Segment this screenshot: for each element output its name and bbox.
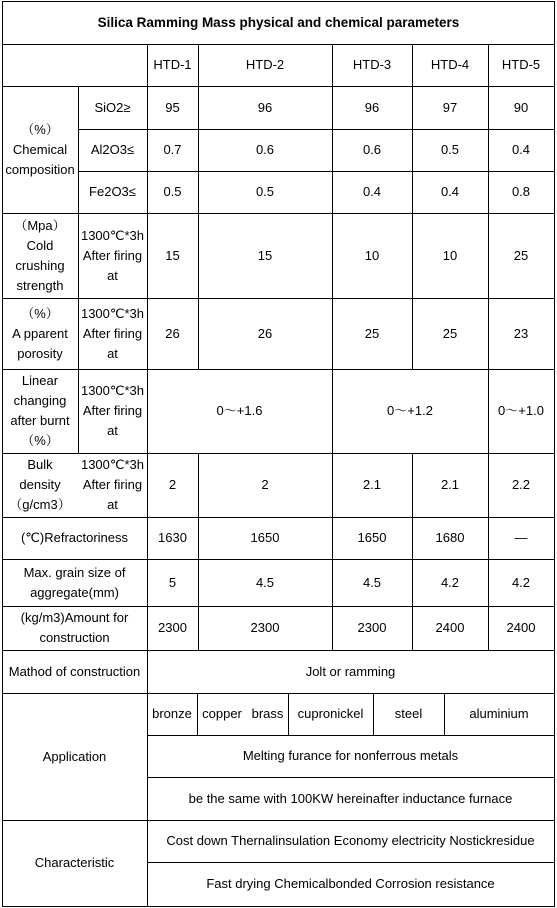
sio2-htd5: 90 xyxy=(513,99,529,115)
refractoriness-label: (℃)Refractoriness xyxy=(20,530,129,545)
method-value: Jolt or ramming xyxy=(305,663,396,679)
sio2-htd3: 96 xyxy=(364,99,380,115)
metal-steel: steel xyxy=(394,706,423,721)
porosity-htd2: 26 xyxy=(257,325,273,341)
density-htd3: 2.1 xyxy=(362,477,382,492)
metal-aluminium: aluminium xyxy=(469,706,529,721)
amount-htd4: 2400 xyxy=(435,620,465,635)
al2o3-htd4: 0.5 xyxy=(440,142,460,157)
linear-label: Linear changing after burnt （%） xyxy=(10,373,70,448)
crushing-label: （Mpa） Cold crushing strength xyxy=(14,217,66,293)
porosity-htd1: 26 xyxy=(165,325,180,341)
crushing-htd2: 15 xyxy=(257,247,273,263)
crushing-htd3: 10 xyxy=(364,247,380,263)
grain-htd2: 4.5 xyxy=(255,574,275,590)
method-label: Mathod of construction xyxy=(8,663,141,679)
col-header-htd1: HTD-1 xyxy=(153,57,192,72)
density-label: Bulk density （g/cm3） xyxy=(9,457,71,512)
col-header-htd4: HTD-4 xyxy=(430,57,470,72)
density-htd1: 2 xyxy=(168,477,177,492)
linear-htd1-2: 0～+1.6 xyxy=(216,403,263,418)
linear-condition: 1300℃*3h After firing at xyxy=(80,383,145,438)
refractoriness-htd1: 1630 xyxy=(158,530,187,545)
density-condition: 1300℃*3h After firing at xyxy=(80,457,145,512)
grain-htd5: 4.2 xyxy=(511,574,531,590)
linear-htd5: 0～+1.0 xyxy=(498,403,544,418)
fe2o3-htd4: 0.4 xyxy=(440,184,460,199)
metal-copper: copper xyxy=(202,706,242,721)
crushing-htd4: 10 xyxy=(442,247,458,263)
al2o3-htd3: 0.6 xyxy=(362,142,382,157)
fe2o3-label: Fe2O3≤ xyxy=(89,184,136,199)
application-line2: Melting furance for nonferrous metals xyxy=(242,748,459,763)
col-header-htd3: HTD-3 xyxy=(352,57,392,72)
al2o3-label: Al2O3≤ xyxy=(90,142,135,157)
linear-htd3-4: 0～+1.2 xyxy=(387,403,433,418)
grain-label: Max. grain size of aggregate(mm) xyxy=(23,564,126,600)
characteristic-line2: Fast drying Chemicalbonded Corrosion resistance xyxy=(206,876,495,891)
characteristic-label: Characteristic xyxy=(34,855,115,870)
amount-label: (kg/m3)Amount for construction xyxy=(20,610,129,645)
porosity-htd5: 23 xyxy=(513,325,529,341)
col-header-htd5: HTD-5 xyxy=(501,57,541,72)
col-header-htd2: HTD-2 xyxy=(245,57,285,72)
sio2-htd4: 97 xyxy=(442,99,458,115)
amount-htd5: 2400 xyxy=(506,620,536,635)
metal-bronze: bronze xyxy=(152,706,192,721)
fe2o3-htd5: 0.8 xyxy=(511,184,531,199)
application-line3: be the same with 100KW hereinafter inductance furnace xyxy=(188,790,513,806)
fe2o3-htd1: 0.5 xyxy=(163,184,182,199)
characteristic-line1: Cost down Thernalinsulation Economy electricity Nostickresidue xyxy=(166,833,535,848)
sio2-label: SiO2≥ xyxy=(94,99,131,115)
fe2o3-htd2: 0.5 xyxy=(255,184,275,199)
density-htd5: 2.2 xyxy=(511,477,531,492)
al2o3-htd1: 0.7 xyxy=(163,142,182,157)
refractoriness-htd2: 1650 xyxy=(250,530,280,545)
refractoriness-htd5: — xyxy=(514,530,528,545)
refractoriness-htd4: 1680 xyxy=(435,530,465,545)
application-label: Application xyxy=(42,748,107,764)
grain-htd1: 5 xyxy=(168,574,177,590)
grain-htd3: 4.5 xyxy=(362,574,382,590)
density-htd4: 2.1 xyxy=(440,477,460,492)
crushing-htd5: 25 xyxy=(513,247,529,263)
al2o3-htd2: 0.6 xyxy=(255,142,275,157)
porosity-htd3: 25 xyxy=(364,325,380,341)
metal-brass: brass xyxy=(251,706,284,721)
sio2-htd2: 96 xyxy=(257,99,273,115)
porosity-condition: 1300℃*3h After firing at xyxy=(80,305,145,361)
amount-htd2: 2300 xyxy=(250,620,280,635)
table-title: Silica Ramming Mass physical and chemical parameters xyxy=(97,14,460,30)
metal-cupronickel: cupronickel xyxy=(297,706,364,721)
grain-htd4: 4.2 xyxy=(440,574,460,590)
sio2-htd1: 95 xyxy=(165,99,180,115)
amount-htd3: 2300 xyxy=(357,620,387,635)
density-htd2: 2 xyxy=(261,477,269,492)
al2o3-htd5: 0.4 xyxy=(511,142,531,157)
fe2o3-htd3: 0.4 xyxy=(362,184,382,199)
porosity-label: （%） A pparent porosity xyxy=(12,305,68,361)
porosity-htd4: 25 xyxy=(442,325,458,341)
amount-htd1: 2300 xyxy=(158,620,187,635)
crushing-condition: 1300℃*3h After firing at xyxy=(80,227,145,283)
chemical-label: （%） Chemical composition xyxy=(5,121,75,177)
refractoriness-htd3: 1650 xyxy=(357,530,387,545)
crushing-htd1: 15 xyxy=(165,247,180,263)
